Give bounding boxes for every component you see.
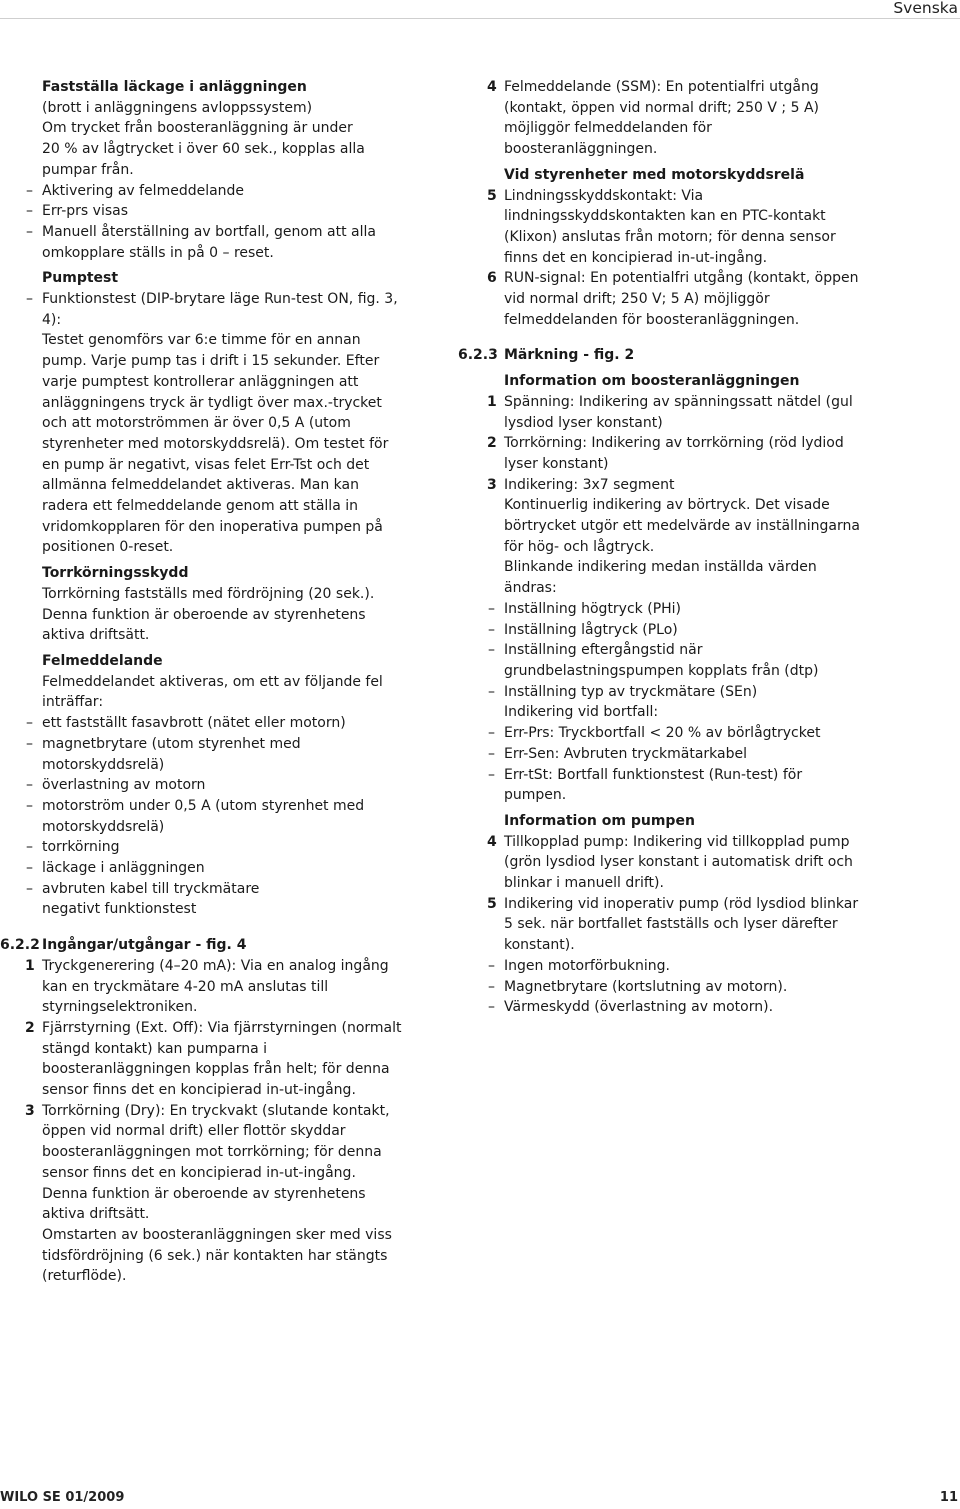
list-item: – avbruten kabel till tryckmätare [26, 880, 260, 897]
numbered-item: 4 Tillkopplad pump: Indikering vid tillkopplad pump (grön lysdiod lyser konstant i automatisk drift och blinkar i manuell drift). [487, 833, 853, 892]
list-item: – Inställning lågtryck (PLo) [488, 621, 678, 638]
fault-heading: Felmeddelande [42, 652, 163, 669]
numbered-item: 4 Felmeddelande (SSM): En potentialfri utgång (kontakt, öppen vid normal drift; 250 V ; 5 A) möjliggör felmeddelanden för boosteranläggningen. [487, 79, 819, 158]
leak-line: pumpar från. [42, 161, 134, 178]
numbered-item: 2 Fjärrstyrning (Ext. Off): Via fjärrstyrningen (normalt stängd kontakt) kan pumparna i boosteranläggningen kopplas från helt; för denna sensor finns det en koncipierad in-ut-ingång. [25, 1019, 402, 1099]
display-text: Kontinuerlig indikering av börtryck. Det visade börtrycket utgör ett medelvärde av inställningarna för hög- och lågtryck. [504, 497, 860, 555]
list-item: – Värmeskydd (överlastning av motorn). [488, 999, 774, 1016]
left-column [0, 77, 402, 1287]
list-item: – Ingen motorförbukning. [488, 957, 670, 974]
right-column [458, 77, 860, 1018]
list-item: – motorström under 0,5 A (utom styrenhet med motorskyddsrelä) [26, 797, 365, 835]
fault-text: Felmeddelandet aktiveras, om ett av följande fel inträffar: [42, 673, 383, 711]
list-item: – Inställning eftergångstid när grundbelastningspumpen kopplats från (dtp) [488, 642, 819, 679]
list-item: – Err-Prs: Tryckbortfall < 20 % av börlågtrycket [488, 725, 821, 742]
page-number: 11 [939, 1490, 958, 1505]
pump-info-heading: Information om pumpen [504, 812, 695, 829]
pumptest-text: Testet genomförs var 6:e timme för en annan pump. Varje pump tas i drift i 15 sekunder. Efter varje pumptest kontrollerar anläggningen att anläggningens tryck är tydligt över max.-trycket och att motorströmmen är över 0,5 A (utom styrenheter med motorskyddsrelä). Om testet för en pump är negativt, visas felet Err-Tst och det allmänna felmeddelandet aktiveras. Man kan radera ett felmeddelande genom att ställa in vridomkopplaren för den inoperativa pumpen på positionen 0-reset. [42, 332, 389, 556]
leak-line: Om trycket från boosteranläggning är under [42, 120, 353, 137]
list-item: – Err-tSt: Bortfall funktionstest (Run-test) för pumpen. [488, 766, 803, 804]
failure-label: Indikering vid bortfall: [504, 704, 659, 721]
section-heading-io: 6.2.2 Ingångar/utgångar - fig. 4 [0, 937, 247, 954]
numbered-item: 2 Torrkörning: Indikering av torrkörning (röd lydiod lyser konstant) [487, 435, 844, 472]
list-item: – Funktionstest (DIP-brytare läge Run-test ON, fig. 3, 4): [26, 291, 398, 328]
dry-run-heading: Torrkörningsskydd [42, 565, 189, 582]
list-item: – Err-Sen: Avbruten tryckmätarkabel [488, 745, 747, 762]
list-item: – Manuell återställning av bortfall, genom att alla omkopplare ställs in på 0 – reset. [26, 223, 376, 261]
io-note: Denna funktion är oberoende av styrenhetens aktiva driftsätt. [42, 1185, 366, 1223]
header-rule [0, 18, 960, 19]
list-item: – magnetbrytare (utom styrenhet med motorskyddsrelä) [26, 735, 301, 773]
leak-heading: Fastställa läckage i anläggningen [42, 79, 307, 95]
numbered-item: 5 Indikering vid inoperativ pump (röd lysdiod blinkar 5 sek. när bortfallet fastställs och lyser därefter konstant). [487, 895, 859, 954]
leak-line: 20 % av lågtrycket i över 60 sek., kopplas alla [42, 141, 365, 158]
io-note: Omstarten av boosteranläggningen sker med viss tidsfördröjning (6 sek.) när kontakten har stängts (returflöde). [42, 1226, 392, 1285]
language-label: Svenska [893, 0, 958, 17]
fault-extra: negativt funktionstest [42, 901, 197, 918]
numbered-item: 3 Torrkörning (Dry): En tryckvakt (slutande kontakt, öppen vid normal drift) eller flottör skyddar boosteranläggningen mot torrkörning; för denna sensor finns det en koncipierad in-ut-ingång. [25, 1102, 390, 1181]
list-item: – Err-prs visas [26, 203, 128, 220]
numbered-item: 1 Spänning: Indikering av spänningssatt nätdel (gul lysdiod lyser konstant) [487, 393, 853, 431]
numbered-item: 1 Tryckgenerering (4–20 mA): Via en analog ingång kan en tryckmätare 4-20 mA anslutas till styrningselektroniken. [25, 957, 389, 1016]
list-item: – Inställning högtryck (PHi) [488, 600, 682, 617]
display-text: Blinkande indikering medan inställda värden ändras: [504, 559, 817, 597]
dry-run-text: Torrkörning fastställs med fördröjning (20 sek.). Denna funktion är oberoende av styrenhetens aktiva driftsätt. [42, 585, 375, 644]
motor-relay-heading: Vid styrenheter med motorskyddsrelä [504, 166, 805, 183]
list-item: – Inställning typ av tryckmätare (SEn) [488, 683, 758, 700]
list-item: – läckage i anläggningen [26, 860, 205, 877]
numbered-item: 3 Indikering: 3x7 segment [487, 476, 675, 493]
footer-company: WILO SE 01/2009 [0, 1490, 125, 1505]
list-item: – Aktivering av felmeddelande [26, 182, 245, 199]
plant-info-heading: Information om boosteranläggningen [504, 373, 800, 390]
list-item: – Magnetbrytare (kortslutning av motorn). [488, 978, 788, 995]
list-item: – överlastning av motorn [26, 777, 206, 794]
list-item: – torrkörning [26, 839, 120, 856]
list-item: – ett fastställt fasavbrott (nätet eller motorn) [26, 715, 346, 732]
leak-line: (brott i anläggningens avloppssystem) [42, 99, 313, 116]
section-heading-marking: 6.2.3 Märkning - fig. 2 [458, 347, 635, 364]
numbered-item: 5 Lindningsskyddskontakt: Via lindningsskyddskontakten kan en PTC-kontakt (Klixon) anslutas från motorn; för denna sensor finns det en koncipierad in-ut-ingång. [487, 187, 836, 266]
pumptest-heading: Pumptest [42, 270, 119, 287]
numbered-item: 6 RUN-signal: En potentialfri utgång (kontakt, öppen vid normal drift; 250 V; 5 A) möjliggör felmeddelanden för boosteranläggningen. [487, 270, 859, 328]
